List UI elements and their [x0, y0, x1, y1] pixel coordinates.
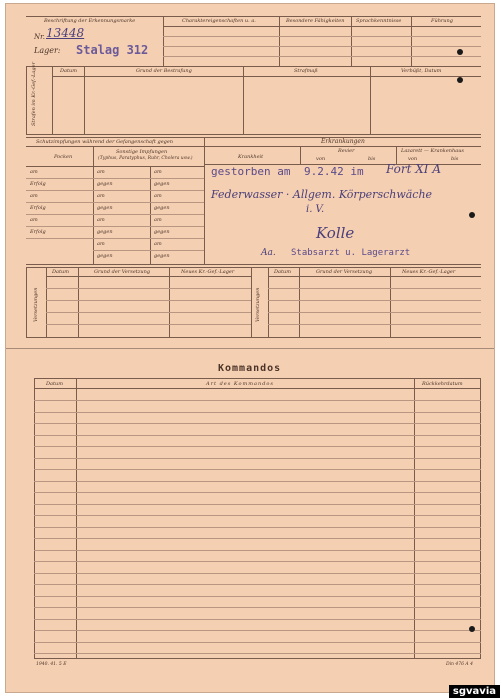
kommandos-col-datum: Datum: [46, 381, 63, 387]
impf-gegen-8: gegen: [154, 253, 170, 259]
kommandos-col-rueck: Rückkehrdatum: [422, 381, 463, 387]
nr-label: Nr.: [34, 33, 45, 41]
impf-am-7: am: [97, 241, 105, 247]
lager-label: Lager:: [34, 46, 61, 55]
impfung-row-5: am: [30, 217, 38, 223]
impf-am-3: am: [97, 193, 105, 199]
kommandos-row-line: [34, 538, 481, 539]
erk-laz-bis: bis: [451, 156, 459, 162]
lager-stamp: Stalag 312: [76, 43, 149, 57]
kommandos-row-line: [34, 423, 481, 424]
impfungen-col-sonstige: Sonstige Impfungen: [116, 149, 168, 155]
header-col-sprachen: Sprachkenntnisse: [356, 18, 402, 24]
header-col-erkennungsmarke: Beschriftung der Erkennungsmarke: [44, 18, 136, 24]
hand-iv: i. V.: [306, 204, 325, 215]
kommandos-row-line: [34, 481, 481, 482]
punch-hole: [469, 212, 475, 218]
header-col-charakter: Charaktereigenschaften u. a.: [182, 18, 256, 24]
kommandos-row-line: [34, 515, 481, 516]
erkrankungen-title: Erkrankungen: [321, 138, 365, 145]
kommandos-title: Kommandos: [218, 363, 282, 374]
vers-left-datum: Datum: [52, 269, 69, 275]
kommandos-row-line: [34, 642, 481, 643]
impfung-row-6: Erfolg: [30, 229, 46, 235]
watermark: sgvavia: [449, 685, 500, 698]
signature: Kolle: [316, 224, 355, 242]
header-col-fuehrung: Führung: [431, 18, 453, 24]
kommandos-row-line: [34, 607, 481, 608]
kommandos-row-line: [34, 561, 481, 562]
cause-of-death: Federwasser · Allgem. Körperschwäche: [211, 188, 433, 201]
impfungen-col-pocken: Pocken: [54, 154, 73, 160]
vers-left-grund: Grund der Versetzung: [94, 269, 151, 275]
kommandos-row-line: [34, 446, 481, 447]
impf-am-5: am: [97, 217, 105, 223]
vers-left-neues: Neues Kr.-Gef.-Lager: [181, 269, 235, 275]
strafen-col-verbuesst: Verbüßt, Datum: [401, 68, 442, 74]
erk-col-krankheit: Krankheit: [238, 154, 264, 160]
strafen-col-strafmass: Strafmaß: [294, 68, 318, 74]
kommandos-row-line: [34, 435, 481, 436]
impf-am-2: am: [154, 169, 162, 175]
erk-col-lazarett: Lazarett — Krankenhaus: [401, 148, 464, 154]
impfungen-col-sonstige-sub: (Typhus, Paratyphus, Ruhr, Cholera usw.): [98, 156, 193, 161]
kommandos-row-line: [34, 469, 481, 470]
vers-right-grund: Grund der Versetzung: [316, 269, 373, 275]
kommandos-row-line: [34, 550, 481, 551]
kommandos-row-line: [34, 504, 481, 505]
kommandos-row-line: [34, 412, 481, 413]
form-sheet: [5, 3, 495, 693]
fold-line: [6, 348, 495, 349]
vers-right-datum: Datum: [274, 269, 291, 275]
strafen-col-datum: Datum: [60, 68, 77, 74]
punch-hole: [457, 77, 463, 83]
punch-hole: [469, 626, 475, 632]
kommandos-row-line: [34, 619, 481, 620]
impf-gegen-5: gegen: [97, 229, 113, 235]
kommandos-row-line: [34, 596, 481, 597]
impf-gegen-3: gegen: [97, 205, 113, 211]
header-top-rule: [26, 16, 481, 17]
kommandos-row-line: [34, 630, 481, 631]
death-place: Fort XI A: [386, 162, 442, 176]
impf-gegen-1: gegen: [97, 181, 113, 187]
kommandos-row-line: [34, 573, 481, 574]
stamp-gestorben: gestorben am: [211, 165, 291, 178]
strafen-side-label: Strafen im Kr.-Gef.-Lager: [31, 62, 37, 126]
kommandos-row-line: [34, 458, 481, 459]
impfung-row-4: Erfolg: [30, 205, 46, 211]
erk-col-revier: Revier: [338, 148, 355, 154]
nr-value: 13448: [46, 26, 85, 40]
kommandos-row-line: [34, 400, 481, 401]
impf-am-6: am: [154, 217, 162, 223]
impf-gegen-7: gegen: [97, 253, 113, 259]
impf-gegen-2: gegen: [154, 181, 170, 187]
impfung-row-2: Erfolg: [30, 181, 46, 187]
strafen-col-grund: Grund der Bestrafung: [136, 68, 192, 74]
impfung-row-1: am: [30, 169, 38, 175]
kommandos-col-art: Art des Kommandos: [206, 381, 274, 387]
footer-right: Din 476 A 4: [446, 662, 473, 667]
header-col-faehigkeiten: Besondere Fähigkeiten: [286, 18, 345, 24]
impfungen-title: Schutzimpfungen während der Gefangenschaft gegen: [36, 139, 174, 145]
impf-am-4: am: [154, 193, 162, 199]
impfung-row-3: am: [30, 193, 38, 199]
stamp-stabsarzt: Stabsarzt u. Lagerarzt: [291, 248, 411, 258]
erk-laz-von: von: [408, 156, 418, 162]
impf-gegen-6: gegen: [154, 229, 170, 235]
versetzungen-side-right: Versetzungen: [255, 287, 261, 322]
kommandos-row-line: [34, 584, 481, 585]
death-date: 9.2.42 im: [304, 165, 364, 178]
erk-revier-bis: bis: [368, 156, 376, 162]
impf-gegen-4: gegen: [154, 205, 170, 211]
footer-left: 1940. 41. 5 E: [36, 662, 67, 667]
erk-revier-von: von: [316, 156, 326, 162]
impf-am-8: am: [154, 241, 162, 247]
impf-am-1: am: [97, 169, 105, 175]
kommandos-row-line: [34, 492, 481, 493]
kommandos-row-line: [34, 653, 481, 654]
versetzungen-side-left: Versetzungen: [33, 287, 39, 322]
punch-hole: [457, 49, 463, 55]
kommandos-row-line: [34, 527, 481, 528]
stamp-prefix: Aa.: [261, 248, 276, 258]
vers-right-neues: Neues Kr.-Gef.-Lager: [402, 269, 456, 275]
